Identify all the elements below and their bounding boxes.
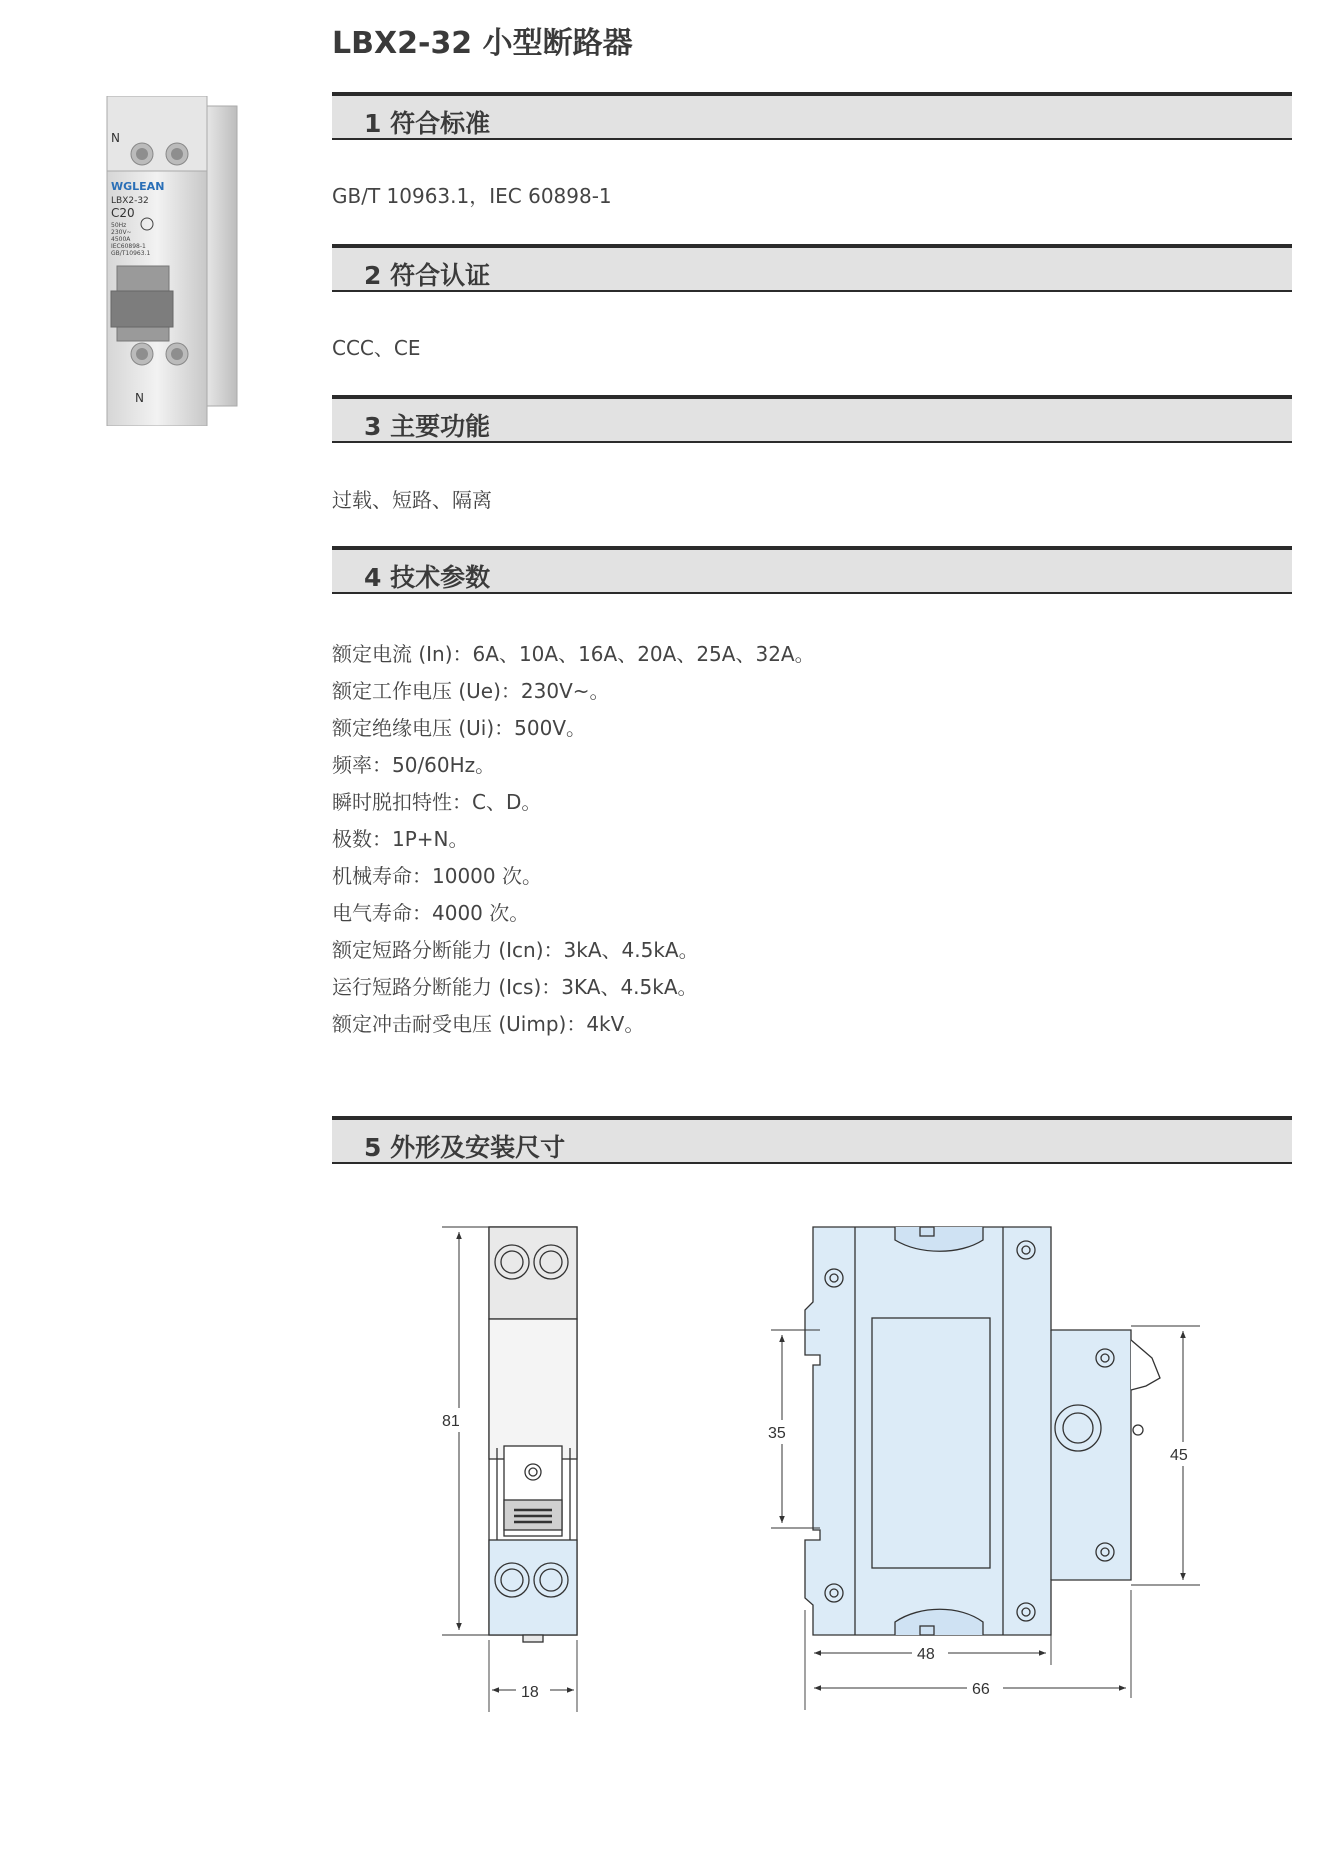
- functions-text: 过载、短路、隔离: [332, 488, 492, 512]
- list-item: 额定冲击耐受电压 (Uimp)：4kV。: [332, 1012, 645, 1036]
- dim-height-label: 81: [442, 1413, 460, 1430]
- terminal-label-bottom: N: [135, 391, 144, 405]
- page-title: LBX2-32 小型断路器: [332, 26, 633, 61]
- dim-depth-total-label: 66: [972, 1681, 990, 1698]
- section-parameters-header: [332, 546, 1292, 594]
- list-item: 频率：50/60Hz。: [332, 753, 496, 777]
- list-item: 瞬时脱扣特性：C、D。: [332, 790, 542, 814]
- section-heading: 1 符合标准: [364, 109, 491, 138]
- list-item: 额定工作电压 (Ue)：230V~。: [332, 679, 610, 703]
- brand-label: WGLEAN: [111, 180, 165, 193]
- side-view: [805, 1227, 1160, 1635]
- standards-text: GB/T 10963.1，IEC 60898-1: [332, 184, 612, 208]
- certification-text: CCC、CE: [332, 336, 421, 360]
- section-heading: 2 符合认证: [364, 261, 491, 290]
- section-heading: 4 技术参数: [364, 563, 491, 592]
- model-label: LBX2-32: [111, 196, 149, 206]
- section-certification-header: [332, 244, 1292, 292]
- dim-rail-label: 35: [768, 1425, 786, 1442]
- list-item: 额定短路分断能力 (Icn)：3kA、4.5kA。: [332, 938, 699, 962]
- spec-line: 230V~: [111, 229, 132, 236]
- dim-front-height-label: 45: [1170, 1447, 1188, 1464]
- front-view: [489, 1227, 577, 1642]
- parameter-list: [332, 636, 815, 1043]
- rating-label: C20: [111, 206, 135, 220]
- section-standards-header: [332, 92, 1292, 140]
- dim-width-label: 18: [521, 1684, 539, 1701]
- list-item: 额定绝缘电压 (Ui)：500V。: [332, 716, 587, 740]
- dimension-drawing: [400, 1210, 1240, 1750]
- spec-line: GB/T10963.1: [111, 250, 151, 257]
- list-item: 运行短路分断能力 (Ics)：3KA、4.5kA。: [332, 975, 698, 999]
- list-item: 电气寿命：4000 次。: [332, 901, 530, 925]
- section-heading: 5 外形及安装尺寸: [364, 1133, 566, 1162]
- terminal-label-top: N: [111, 131, 120, 145]
- spec-line: IEC60898-1: [111, 243, 146, 250]
- spec-line: 50Hz: [111, 222, 127, 229]
- section-functions-header: [332, 395, 1292, 443]
- toggle-lever: [111, 291, 173, 327]
- section-dimensions-header: [332, 1116, 1292, 1164]
- list-item: 极数：1P+N。: [332, 827, 469, 851]
- dim-depth-base-label: 48: [917, 1646, 935, 1663]
- list-item: 机械寿命：10000 次。: [332, 864, 542, 888]
- product-photo: [95, 96, 255, 426]
- spec-line: 4500A: [111, 236, 131, 243]
- list-item: 额定电流 (In)：6A、10A、16A、20A、25A、32A。: [332, 642, 815, 666]
- section-heading: 3 主要功能: [364, 412, 491, 441]
